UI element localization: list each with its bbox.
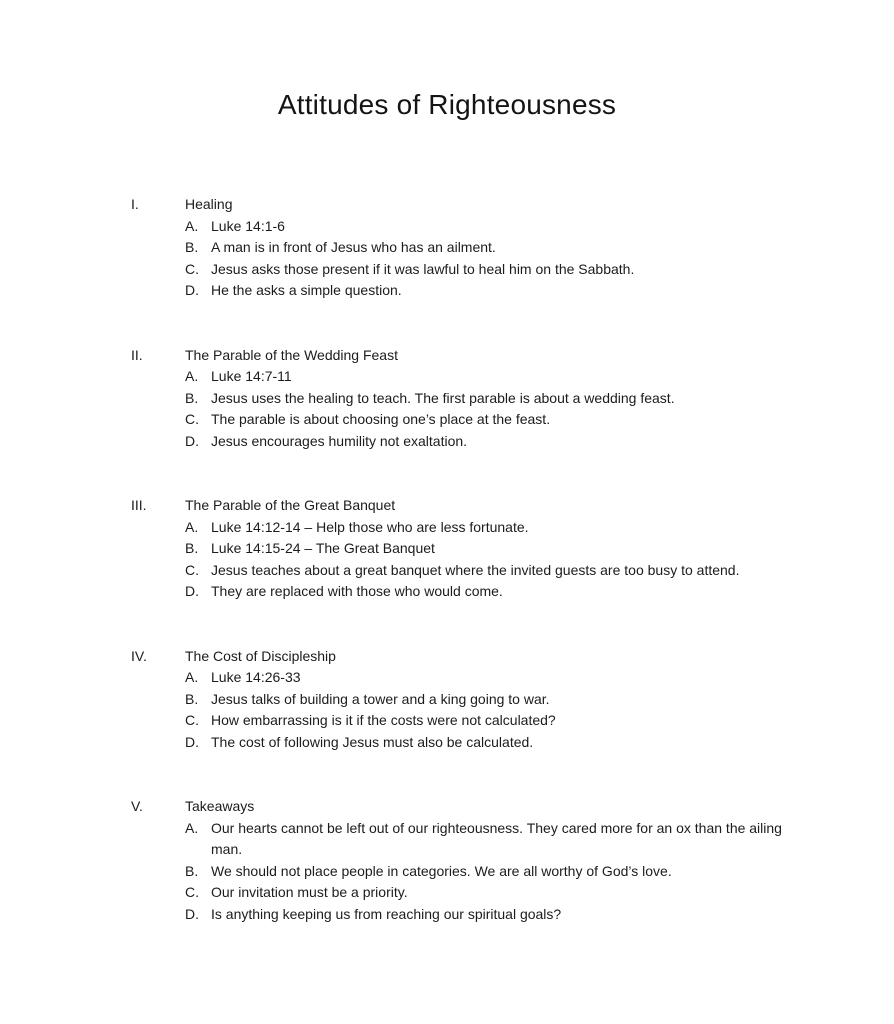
- sermon-outline: [0, 194, 894, 968]
- section-numeral: IV.: [131, 647, 147, 664]
- outline-section-healing: [0, 194, 894, 302]
- item-letter: D.: [185, 733, 199, 750]
- section-header: [0, 646, 894, 668]
- item-text: Jesus encourages humility not exaltation.: [211, 432, 468, 449]
- item-text: Is anything keeping us from reaching our spiritual goals?: [211, 905, 562, 922]
- item-text: Our hearts cannot be left out of our righteousness. They cared more for an ox than the ailing man.: [211, 819, 782, 857]
- item-text: They are replaced with those who would come.: [211, 583, 503, 599]
- outline-item: [185, 216, 894, 238]
- item-letter: A.: [185, 217, 199, 234]
- section-header: [0, 345, 894, 367]
- item-text: The cost of following Jesus must also be calculated.: [211, 733, 534, 750]
- item-letter: C.: [185, 884, 199, 900]
- item-letter: C.: [185, 411, 199, 427]
- item-text: Luke 14:26-33: [211, 669, 301, 685]
- outline-section-cost-of-discipleship: [0, 646, 894, 754]
- outline-item: [185, 667, 894, 689]
- item-text: The parable is about choosing one’s place at the feast.: [211, 411, 551, 427]
- outline-item: [185, 280, 894, 302]
- item-letter: B.: [185, 389, 199, 406]
- outline-item: [185, 818, 894, 861]
- item-text: A man is in front of Jesus who has an ailment.: [211, 239, 496, 255]
- item-letter: C.: [185, 260, 199, 277]
- section-numeral: V.: [131, 798, 143, 814]
- outline-item: [185, 431, 894, 453]
- item-letter: B.: [185, 862, 199, 879]
- section-heading: Takeaways: [185, 798, 255, 814]
- outline-item: [185, 560, 894, 582]
- page-title: Attitudes of Righteousness: [277, 89, 617, 120]
- item-letter: B.: [185, 239, 199, 255]
- section-heading: The Cost of Discipleship: [185, 647, 336, 664]
- item-text: Luke 14:1-6: [211, 217, 285, 234]
- section-numeral: II.: [131, 346, 143, 363]
- outline-item: [185, 904, 894, 926]
- item-text: How embarrassing is it if the costs were not calculated?: [211, 712, 556, 728]
- outline-section-wedding-feast: [0, 345, 894, 453]
- outline-item: [185, 517, 894, 539]
- section-numeral: III.: [131, 497, 147, 513]
- outline-item: [185, 388, 894, 410]
- item-letter: A.: [185, 669, 199, 685]
- outline-item: [185, 366, 894, 388]
- item-text: He the asks a simple question.: [211, 282, 402, 298]
- item-text: Luke 14:15-24 – The Great Banquet: [211, 540, 435, 556]
- item-letter: D.: [185, 905, 199, 922]
- item-letter: D.: [185, 583, 199, 599]
- outline-item: [185, 882, 894, 904]
- section-header: [0, 495, 894, 517]
- item-letter: B.: [185, 690, 199, 707]
- section-heading: The Parable of the Wedding Feast: [185, 346, 398, 363]
- section-heading: Healing: [185, 196, 233, 212]
- item-text: Our invitation must be a priority.: [211, 884, 408, 900]
- outline-item: [185, 538, 894, 560]
- item-letter: B.: [185, 540, 199, 556]
- outline-item: [185, 237, 894, 259]
- outline-section-great-banquet: [0, 495, 894, 603]
- item-text: Jesus asks those present if it was lawful to heal him on the Sabbath.: [211, 260, 635, 277]
- outline-item: [185, 732, 894, 754]
- item-letter: A.: [185, 368, 199, 384]
- item-letter: A.: [185, 518, 199, 535]
- item-text: Jesus teaches about a great banquet where the invited guests are too busy to attend.: [211, 561, 740, 578]
- item-letter: D.: [185, 282, 199, 298]
- section-header: [0, 194, 894, 216]
- outline-item: [185, 861, 894, 883]
- outline-item: [185, 409, 894, 431]
- outline-item: [185, 710, 894, 732]
- section-numeral: I.: [131, 196, 139, 212]
- item-letter: C.: [185, 561, 199, 578]
- outline-item: [185, 581, 894, 603]
- item-text: We should not place people in categories. We are all worthy of God’s love.: [211, 862, 672, 879]
- item-letter: D.: [185, 432, 199, 449]
- section-heading: The Parable of the Great Banquet: [185, 497, 396, 513]
- outline-section-takeaways: [0, 796, 894, 925]
- item-letter: A.: [185, 819, 199, 836]
- section-header: [0, 796, 894, 818]
- item-text: Luke 14:12-14 – Help those who are less fortunate.: [211, 518, 529, 535]
- outline-item: [185, 259, 894, 281]
- item-letter: C.: [185, 712, 199, 728]
- outline-item: [185, 689, 894, 711]
- item-text: Jesus uses the healing to teach. The first parable is about a wedding feast.: [211, 389, 675, 406]
- item-text: Jesus talks of building a tower and a king going to war.: [211, 690, 550, 707]
- item-text: Luke 14:7-11: [211, 368, 292, 384]
